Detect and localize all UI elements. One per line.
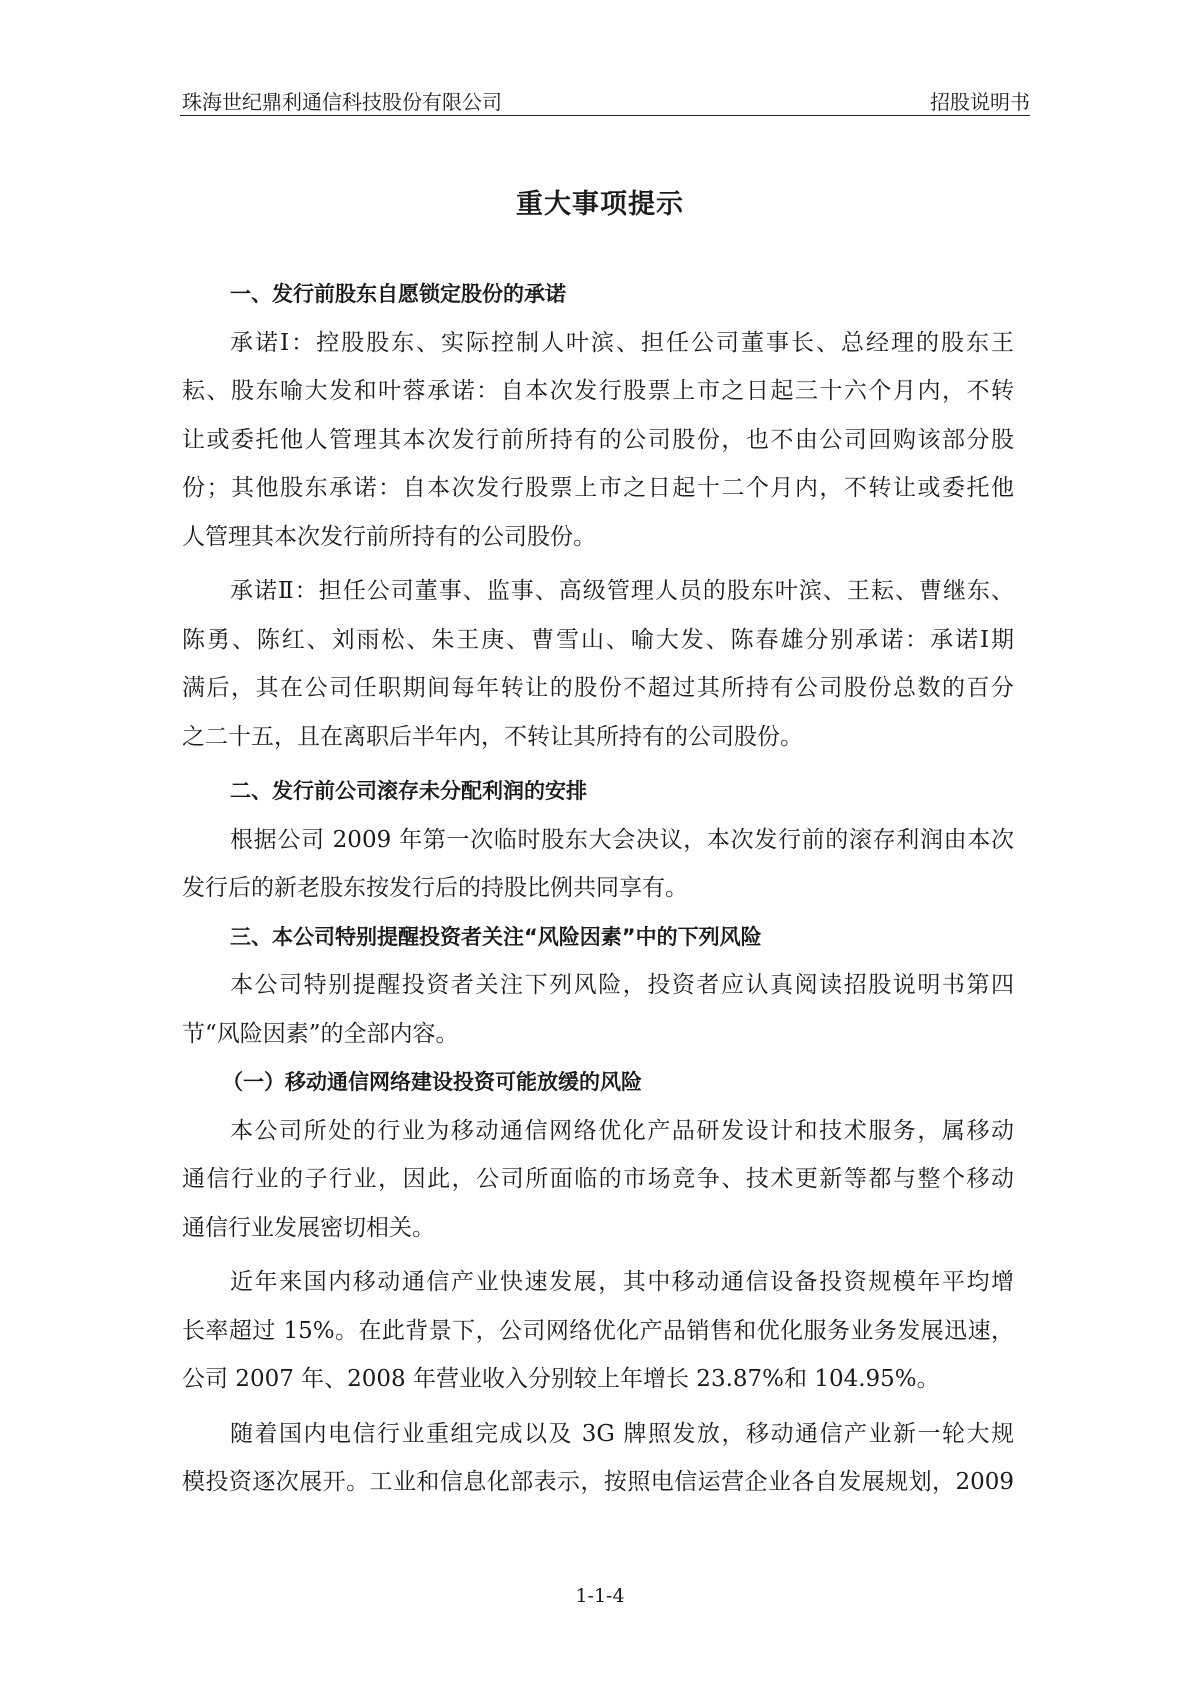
paragraph — [182, 816, 1014, 913]
text-line: 份；其他股东承诺：自本次发行股票上市之日起十二个月内，不转让或委托他 — [182, 475, 1014, 501]
page-title: 重大事项提示 — [516, 189, 684, 220]
text-line: 模投资逐次展开。工业和信息化部表示，按照电信运营企业各自发展规划，2009 — [182, 1469, 1014, 1495]
text-line: 公司 2007 年、2008 年营业收入分别较上年增长 23.87%和 104.95%。 — [182, 1366, 940, 1392]
paragraph — [182, 1258, 1014, 1404]
text-line: 通信行业发展密切相关。 — [182, 1214, 435, 1241]
text-line: 本公司所处的行业为移动通信网络优化产品研发设计和技术服务，属移动 — [230, 1117, 1014, 1144]
text-line: 陈勇、陈红、刘雨松、朱王庚、曹雪山、喻大发、陈春雄分别承诺：承诺Ⅰ期 — [182, 626, 1014, 653]
paragraph — [182, 567, 1014, 761]
text-line: 满后，其在公司任职期间每年转让的股份不超过其所持有公司股份总数的百分 — [182, 675, 1014, 701]
paragraph — [182, 1107, 1014, 1253]
paragraph — [182, 1410, 1014, 1507]
subsection-heading: （一）移动通信网络建设投资可能放缓的风险 — [222, 1070, 642, 1094]
header-rule — [180, 115, 1030, 116]
text-line: 让或委托他人管理其本次发行前所持有的公司股份，也不由公司回购该部分股 — [182, 426, 1014, 453]
text-line: 之二十五，且在离职后半年内，不转让其所持有的公司股份。 — [182, 723, 803, 750]
text-line: 节“风险因素”的全部内容。 — [182, 1020, 459, 1047]
text-line: 通信行业的子行业，因此，公司所面临的市场竞争、技术更新等都与整个移动 — [182, 1166, 1014, 1192]
text-line: 本公司特别提醒投资者关注下列风险，投资者应认真阅读招股说明书第四 — [230, 972, 1014, 998]
section-heading: 二、发行前公司滚存未分配利润的安排 — [230, 779, 587, 803]
paragraph — [182, 961, 1014, 1058]
text-line: 承诺Ⅰ：控股股东、实际控制人叶滨、担任公司董事长、总经理的股东王 — [230, 329, 1014, 356]
page-number: 1-1-4 — [575, 1585, 625, 1607]
header-company: 珠海世纪鼎利通信科技股份有限公司 — [182, 90, 502, 114]
text-line: 随着国内电信行业重组完成以及 3G 牌照发放，移动通信产业新一轮大规 — [230, 1420, 1014, 1447]
text-line: 承诺Ⅱ：担任公司董事、监事、高级管理人员的股东叶滨、王耘、曹继东、 — [230, 578, 1014, 604]
text-line: 人管理其本次发行前所持有的公司股份。 — [182, 523, 596, 550]
text-line: 根据公司 2009 年第一次临时股东大会决议，本次发行前的滚存利润由本次 — [230, 826, 1014, 853]
text-line: 发行后的新老股东按发行后的持股比例共同享有。 — [182, 875, 688, 901]
section-heading: 一、发行前股东自愿锁定股份的承诺 — [230, 282, 566, 306]
header-doc-type: 招股说明书 — [930, 90, 1030, 114]
text-line: 近年来国内移动通信产业快速发展，其中移动通信设备投资规模年平均增 — [230, 1269, 1014, 1295]
text-line: 耘、股东喻大发和叶蓉承诺：自本次发行股票上市之日起三十六个月内，不转 — [182, 378, 1014, 404]
document-body — [182, 270, 1014, 1507]
paragraph — [182, 319, 1014, 562]
section-heading: 三、本公司特别提醒投资者关注“风险因素”中的下列风险 — [230, 924, 762, 949]
text-line: 长率超过 15%。在此背景下，公司网络优化产品销售和优化服务业务发展迅速， — [182, 1317, 1014, 1344]
